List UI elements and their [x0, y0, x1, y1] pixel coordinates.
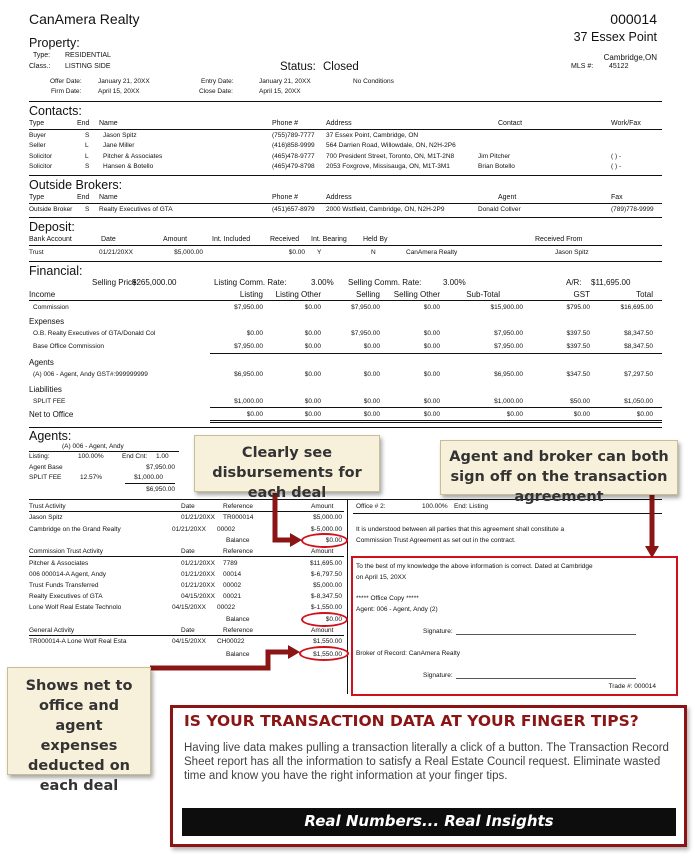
- split-fee: $1,000.00: [134, 474, 163, 481]
- divider: [29, 451, 179, 452]
- col-fax: Fax: [611, 194, 623, 201]
- col-held-by: Held By: [363, 236, 388, 243]
- balance-label: Balance: [226, 616, 250, 623]
- col-total: Total: [636, 290, 653, 299]
- trade-number: 000014: [610, 11, 657, 27]
- highlight-ring: [299, 646, 349, 661]
- col-bank-account: Bank Account: [29, 236, 72, 243]
- firm-date-label: Firm Date:: [51, 88, 82, 95]
- col-date: Date: [181, 503, 195, 510]
- status-value: Closed: [323, 61, 359, 73]
- col-date: Date: [181, 548, 195, 555]
- liabilities-label: Liabilities: [29, 385, 62, 394]
- col-subtotal: Sub-Total: [466, 290, 500, 299]
- balance-label: Balance: [226, 651, 250, 658]
- divider: [210, 420, 662, 421]
- end-cnt: 1.00: [156, 453, 169, 460]
- listing-label: Listing:: [29, 453, 50, 460]
- col-name: Name: [99, 194, 118, 201]
- divider: [29, 261, 662, 262]
- highlight-ring: [301, 533, 348, 548]
- divider: [29, 635, 344, 636]
- col-gst: GST: [573, 290, 590, 299]
- general-activity-header: General Activity: [29, 627, 75, 634]
- divider: [29, 300, 662, 301]
- broker-line: Broker of Record: CanAmera Realty: [356, 650, 461, 657]
- end-listing: End: Listing: [454, 503, 488, 510]
- agent-line: Agent: 006 - Agent, Andy (2): [356, 606, 438, 613]
- col-amount: Amount: [163, 236, 188, 243]
- col-date: Date: [181, 627, 195, 634]
- mls-label: MLS #:: [571, 63, 594, 70]
- agents-heading: Agents:: [29, 429, 72, 443]
- divider: [210, 353, 662, 354]
- financial-heading: Financial:: [29, 264, 83, 278]
- divider: [29, 427, 662, 428]
- divider: [347, 499, 348, 694]
- highlight-ring: [301, 612, 348, 627]
- col-listing-other: Listing Other: [275, 290, 321, 299]
- office-copy: ***** Office Copy *****: [356, 595, 419, 602]
- entry-date-label: Entry Date:: [201, 78, 234, 85]
- col-received: Received: [270, 236, 300, 243]
- knowledge-text: To the best of my knowledge the above information is correct. Dated at Cambridge on April 15, 20XX: [356, 563, 593, 581]
- trust-activity-header: Trust Activity: [29, 503, 66, 510]
- selling-rate-label: Selling Comm. Rate:: [348, 278, 422, 287]
- balance-label: Balance: [226, 537, 250, 544]
- split-fee-pct: 12.57%: [80, 474, 103, 481]
- type-value: RESIDENTIAL: [65, 52, 111, 59]
- col-listing: Listing: [239, 290, 263, 299]
- address-line1: 37 Essex Point: [573, 30, 657, 44]
- entry-date: January 21, 20XX: [259, 78, 311, 85]
- col-int-bearing: Int. Bearing: [311, 236, 347, 243]
- col-amount: Amount: [311, 627, 334, 634]
- listing-rate: 3.00%: [311, 278, 334, 287]
- expenses-label: Expenses: [29, 317, 65, 326]
- col-phone: Phone #: [272, 194, 299, 201]
- col-reference: Reference: [223, 503, 253, 510]
- col-reference: Reference: [223, 548, 253, 555]
- company-name: CanAmera Realty: [29, 11, 140, 27]
- promo-tagline-bar: [182, 808, 676, 836]
- callout-disbursements: Clearly see disbursements for each deal: [194, 435, 380, 492]
- ar-label: A/R:: [566, 278, 582, 287]
- col-int-included: Int. Included: [212, 236, 251, 243]
- col-address: Address: [326, 120, 352, 127]
- conditions: No Conditions: [353, 78, 394, 85]
- col-selling-other: Selling Other: [393, 290, 440, 299]
- office-label: Office # 2:: [356, 503, 386, 510]
- col-type: Type: [29, 120, 45, 127]
- col-name: Name: [99, 120, 118, 127]
- col-contact: Contact: [498, 120, 523, 127]
- col-income: Income: [29, 290, 56, 299]
- offer-date: January 21, 20XX: [98, 78, 150, 85]
- signature-line[interactable]: [456, 634, 636, 635]
- col-reference: Reference: [223, 627, 253, 634]
- commission-trust-balance: $0.00: [325, 616, 342, 623]
- divider: [29, 101, 662, 102]
- col-date: Date: [101, 236, 116, 243]
- offer-date-label: Offer Date:: [50, 78, 82, 85]
- ar-value: $11,695.00: [591, 278, 631, 287]
- listing-rate-label: Listing Comm. Rate:: [214, 278, 287, 287]
- divider: [29, 129, 662, 130]
- col-amount: Amount: [311, 503, 334, 510]
- divider: [29, 245, 662, 246]
- divider: [125, 483, 175, 484]
- contacts-heading: Contacts:: [29, 104, 82, 118]
- promo-body: Having live data makes pulling a transaction literally a click of a button. The Transaction Record Sheet report has all the information to satisfy a Real Estate Council request. Eliminate wasted time and know you have the right information at your finger tips.: [184, 742, 669, 782]
- agent-signature-label: Signature:: [423, 628, 453, 635]
- callout-sign-off: Agent and broker can both sign off on the transaction agreement: [440, 440, 678, 495]
- selling-rate: 3.00%: [443, 278, 466, 287]
- col-received-from: Received From: [535, 236, 583, 243]
- col-end: End: [77, 194, 90, 201]
- selling-price: $265,000.00: [132, 278, 177, 287]
- divider: [353, 513, 662, 514]
- mls-value: 45122: [609, 63, 629, 70]
- agent-base: $7,950.00: [146, 464, 175, 471]
- split-fee-label: SPLIT FEE: [29, 474, 62, 481]
- close-date: April 15, 20XX: [259, 88, 301, 95]
- selling-price-label: Selling Price:: [92, 278, 139, 287]
- listing-pct: 100.00%: [78, 453, 104, 460]
- divider: [29, 556, 344, 557]
- callout-net-office: Shows net to office and agent expenses deducted on each deal: [7, 667, 151, 775]
- arrow-net-office: [150, 652, 290, 668]
- class-value: LISTING SIDE: [65, 63, 111, 70]
- col-address: Address: [326, 194, 352, 201]
- col-phone: Phone #: [272, 120, 299, 127]
- agents-label: Agents: [29, 358, 54, 367]
- firm-date: April 15, 20XX: [98, 88, 140, 95]
- divider: [29, 175, 662, 176]
- general-balance: $1,550.00: [313, 651, 342, 658]
- status-label: Status:: [280, 61, 316, 73]
- close-date-label: Close Date:: [199, 88, 233, 95]
- commission-trust-header: Commission Trust Activity: [29, 548, 104, 555]
- deposit-heading: Deposit:: [29, 220, 75, 234]
- class-label: Class.:: [29, 63, 51, 70]
- end-cnt-label: End Cnt:: [122, 453, 148, 460]
- trade-label: Trade #: 000014: [608, 683, 656, 690]
- col-agent: Agent: [498, 194, 517, 201]
- agent-base-label: Agent Base: [29, 464, 63, 471]
- agent-net: $6,950.00: [146, 486, 175, 493]
- trust-balance: $0.00: [325, 537, 342, 544]
- divider: [29, 511, 344, 512]
- agent-name: (A) 006 - Agent, Andy: [62, 443, 124, 450]
- agreement-text: It is understood between all parties that this agreement shall constitute a Commission Trust Agreement as set out in the contract.: [356, 526, 565, 544]
- promo-tagline: Real Numbers... Real Insights: [304, 812, 554, 830]
- type-label: Type:: [33, 52, 51, 59]
- col-amount: Amount: [311, 548, 334, 555]
- col-selling: Selling: [355, 290, 380, 299]
- divider: [29, 203, 662, 204]
- signature-line[interactable]: [456, 678, 636, 679]
- col-workfax: Work/Fax: [611, 120, 641, 127]
- property-heading: Property:: [29, 36, 80, 50]
- promo-title: IS YOUR TRANSACTION DATA AT YOUR FINGER TIPS?: [184, 712, 639, 730]
- office-pct: 100.00%: [422, 503, 448, 510]
- divider: [210, 407, 662, 408]
- col-type: Type: [29, 194, 45, 201]
- broker-signature-label: Signature:: [423, 672, 453, 679]
- col-end: End: [77, 120, 90, 127]
- outside-brokers-heading: Outside Brokers:: [29, 178, 123, 192]
- address-line2: Cambridge,ON: [603, 53, 657, 62]
- divider: [210, 422, 662, 423]
- divider: [29, 217, 662, 218]
